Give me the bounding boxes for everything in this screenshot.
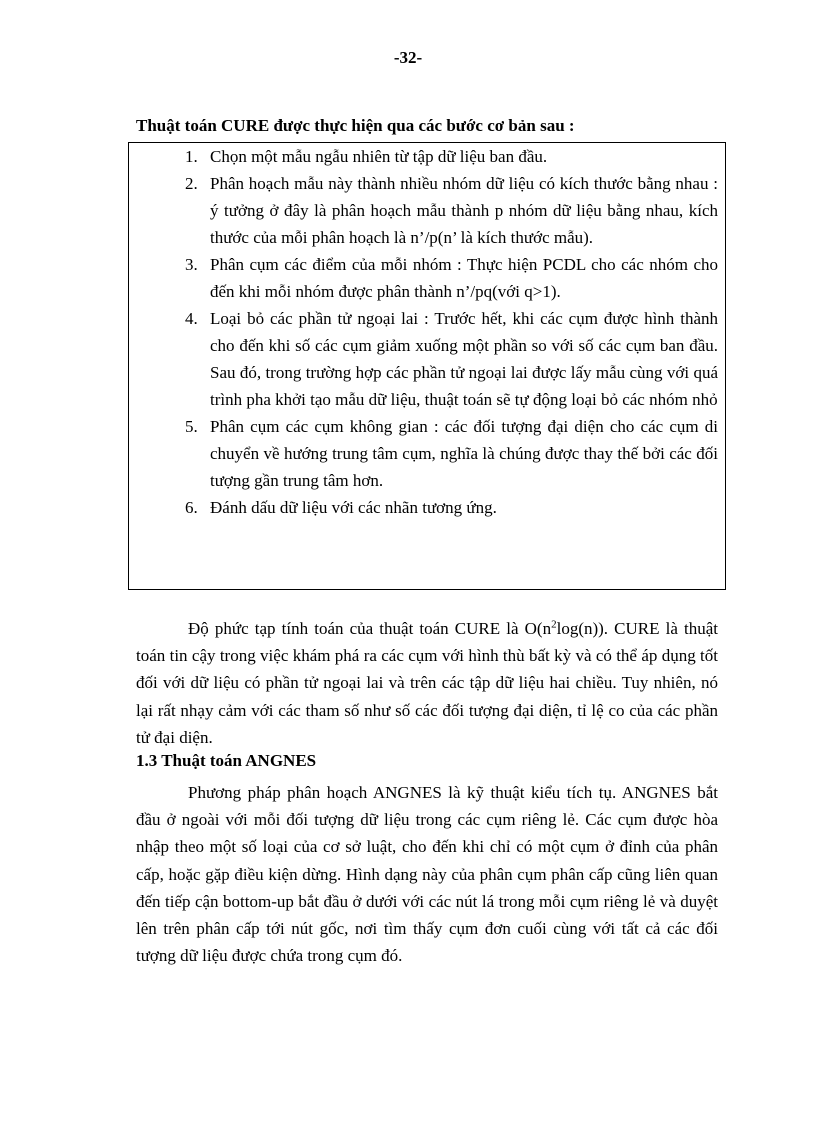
- section-heading: 1.3 Thuật toán ANGNES: [136, 751, 317, 770]
- step-item: [129, 251, 725, 305]
- step-text: Loại bỏ các phần tử ngoại lai : Trước hết, khi các cụm được hình thành cho đến khi số các cụm giảm xuống một phần so với số các cụm ban đầu. Sau đó, trong trường hợp các phần tử ngoại lai được lấy mẫu cùng với quá trình pha khởi tạo mẫu dữ liệu, thuật toán sẽ tự động loại bỏ các nhóm nhỏ: [210, 309, 718, 409]
- step-number: 1.: [185, 147, 198, 166]
- step-number: 4.: [185, 309, 198, 328]
- step-text: Phân hoạch mẫu này thành nhiều nhóm dữ liệu có kích thước bằng nhau : ý tưởng ở đây là phân hoạch mẫu thành p nhóm dữ liệu bằng nhau, kích thước của mỗi phân hoạch là n’/p(n’ là kích thước mẫu).: [210, 174, 718, 247]
- step-text: Phân cụm các điểm của mỗi nhóm : Thực hiện PCDL cho các nhóm cho đến khi mỗi nhóm được phân thành n’/pq(với q>1).: [210, 255, 718, 301]
- step-number: 5.: [185, 417, 198, 436]
- step-number: 3.: [185, 255, 198, 274]
- step-number: 2.: [185, 174, 198, 193]
- step-item: [129, 170, 725, 251]
- step-number: 6.: [185, 498, 198, 517]
- step-text: Phân cụm các cụm không gian : các đối tượng đại diện cho các cụm di chuyển về hướng trung tâm cụm, nghĩa là chúng được thay thế bởi các đối tượng gần trung tâm hơn.: [210, 417, 718, 490]
- step-text: Chọn một mẫu ngẫu nhiên từ tập dữ liệu ban đầu.: [210, 147, 548, 166]
- complexity-text-after: log(n)). CURE là thuật toán tin cậy trong việc khám phá ra các cụm với hình thù bất kỳ và có thể áp dụng tốt đối với dữ liệu có phần tử ngoại lai và trên các tập dữ liệu hai chiều. Tuy nhiên, nó lại rất nhạy cảm với các tham số như số các đối tượng đại diện, tỉ lệ co của các phần tử đại diện.: [136, 619, 718, 747]
- complexity-text-before: Độ phức tạp tính toán của thuật toán CURE là O(n: [188, 619, 552, 638]
- steps-list: [129, 143, 725, 521]
- steps-heading: Thuật toán CURE được thực hiện qua các bước cơ bản sau :: [136, 116, 575, 135]
- complexity-paragraph: [136, 615, 718, 751]
- step-item: [129, 494, 725, 521]
- section-paragraph: Phương pháp phân hoạch ANGNES là kỹ thuật kiểu tích tụ. ANGNES bắt đầu ở ngoài với mỗi đối tượng dữ liệu trong các cụm riêng lẻ. Các cụm được hòa nhập theo một số loại của cơ sở luật, cho đến khi chỉ có một cụm ở đỉnh của phân cấp, hoặc gặp điều kiện dừng. Hình dạng này của phân cụm phân cấp cũng liên quan đến tiếp cận bottom-up bắt đầu ở dưới với các nút lá trong mỗi cụm riêng lẻ và duyệt lên trên phân cấp tới nút gốc, nơi tìm thấy cụm đơn cuối cùng với tất cả các đối tượng dữ liệu được chứa trong cụm đó.: [136, 783, 718, 966]
- step-item: [129, 413, 725, 494]
- step-item: [129, 305, 725, 413]
- steps-box: [128, 142, 726, 590]
- step-item: [129, 143, 725, 170]
- complexity-exponent: 2: [551, 618, 557, 631]
- page-number: -32-: [393, 48, 423, 67]
- step-text: Đánh dấu dữ liệu với các nhãn tương ứng.: [210, 498, 497, 517]
